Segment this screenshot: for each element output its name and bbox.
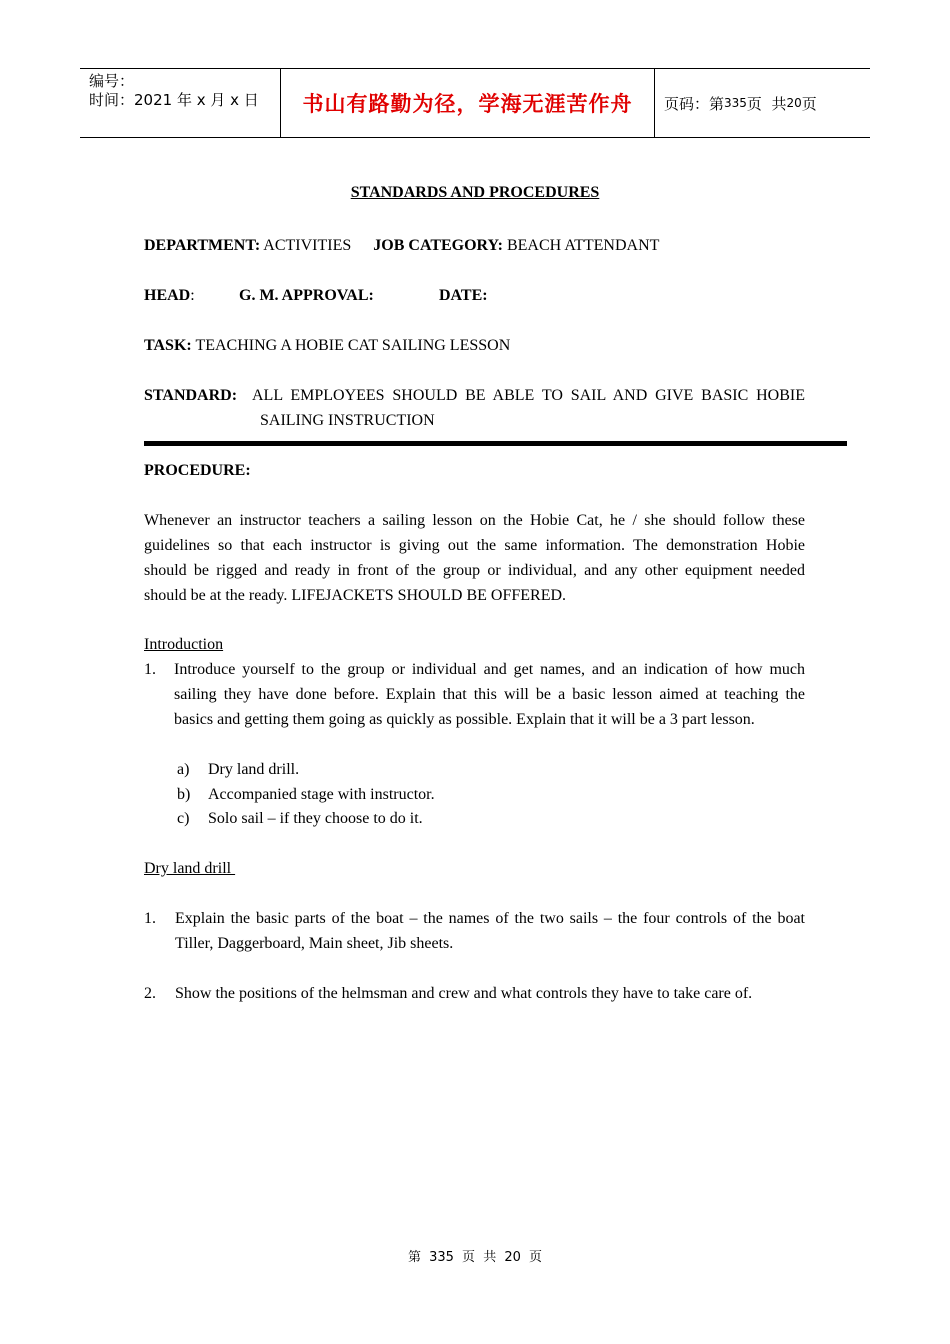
- job-category-label: JOB CATEGORY:: [373, 237, 503, 254]
- dry-item-number: 2.: [144, 985, 156, 1002]
- intro-paragraph-line: should be at the ready. LIFEJACKETS SHOULD BE OFFERED.: [144, 587, 567, 604]
- page-footer: 第 335 页 共 20 页: [407, 1250, 543, 1265]
- task-value: TEACHING A HOBIE CAT SAILING LESSON: [195, 337, 511, 354]
- page-prefix: 页码：第: [664, 94, 725, 113]
- dry-item-number: 1.: [144, 910, 156, 927]
- dry-land-heading: Dry land drill: [144, 860, 236, 877]
- date-field-label: DATE:: [439, 287, 488, 304]
- dry-item-line: Explain the basic parts of the boat – the names of the two sails – the four controls of the boat: [175, 910, 805, 927]
- date-label: 时间：2021 年 x 月 x 日: [89, 91, 259, 109]
- standard-line-1: ALL EMPLOYEES SHOULD BE ABLE TO SAIL AND GIVE BASIC HOBIE: [252, 387, 805, 404]
- intro-item-text: [174, 657, 805, 732]
- header-motto-cell: [281, 69, 655, 137]
- procedure-label: PROCEDURE:: [144, 462, 251, 479]
- sub-item-text: Dry land drill.: [208, 761, 300, 778]
- document-title: STANDARDS AND PROCEDURES: [350, 184, 600, 201]
- standard-line-2: SAILING INSTRUCTION: [260, 412, 435, 429]
- intro-item-number: 1.: [144, 661, 156, 678]
- divider-rule: [144, 441, 847, 446]
- dry-item-text: [175, 981, 805, 1006]
- total-pages: 20: [786, 96, 802, 110]
- standard-label: STANDARD:: [144, 387, 238, 404]
- intro-item-line: basics and getting them going as quickly as possible. Explain that it will be a 3 part lesson.: [174, 711, 755, 728]
- task-label: TASK:: [144, 337, 192, 354]
- intro-item-line: Introduce yourself to the group or individual and get names, and an indication of how much: [174, 661, 805, 678]
- sub-item-letter: c): [177, 810, 190, 827]
- dry-item-line: Tiller, Daggerboard, Main sheet, Jib sheets.: [175, 935, 454, 952]
- sub-item-letter: b): [177, 786, 191, 803]
- sub-item-letter: a): [177, 761, 190, 778]
- header-page-cell: [655, 69, 870, 137]
- dry-item-text: [175, 906, 805, 956]
- approval-line: [144, 283, 195, 308]
- department-line: [144, 233, 659, 258]
- page-number: 335: [724, 96, 747, 110]
- motto: 书山有路勤为径，学海无涯苦作舟: [302, 92, 633, 116]
- intro-item-line: sailing they have done before. Explain that this will be a basic lesson aimed at teaching the: [174, 686, 805, 703]
- header-meta-cell: [80, 69, 281, 137]
- page-mid: 页 共: [746, 94, 787, 113]
- intro-paragraph-line: Whenever an instructor teachers a sailing lesson on the Hobie Cat, he / she should follow these: [144, 512, 805, 529]
- department-value: ACTIVITIES: [263, 237, 352, 254]
- department-label: DEPARTMENT:: [144, 237, 261, 254]
- job-category-value: BEACH ATTENDANT: [506, 237, 660, 254]
- intro-paragraph-line: guidelines so that each instructor is giving out the same information. The demonstration Hobie: [144, 537, 805, 554]
- document-header: [80, 68, 870, 138]
- page-suffix: 页: [801, 94, 817, 113]
- gm-approval-label: G. M. APPROVAL:: [239, 287, 374, 304]
- sub-item-text: Accompanied stage with instructor.: [208, 786, 435, 803]
- sub-item-text: Solo sail – if they choose to do it.: [208, 810, 423, 827]
- head-label: HEAD: [144, 287, 191, 304]
- intro-paragraph-line: should be rigged and ready in front of the group or individual, and any other equipment needed: [144, 562, 805, 579]
- intro-paragraph: [144, 508, 805, 608]
- introduction-heading: Introduction: [144, 636, 224, 653]
- dry-item-line: Show the positions of the helmsman and crew and what controls they have to take care of.: [175, 985, 753, 1002]
- task-line: [144, 333, 510, 358]
- head-colon: :: [190, 287, 195, 304]
- serial-number-label: 编号：: [89, 72, 135, 90]
